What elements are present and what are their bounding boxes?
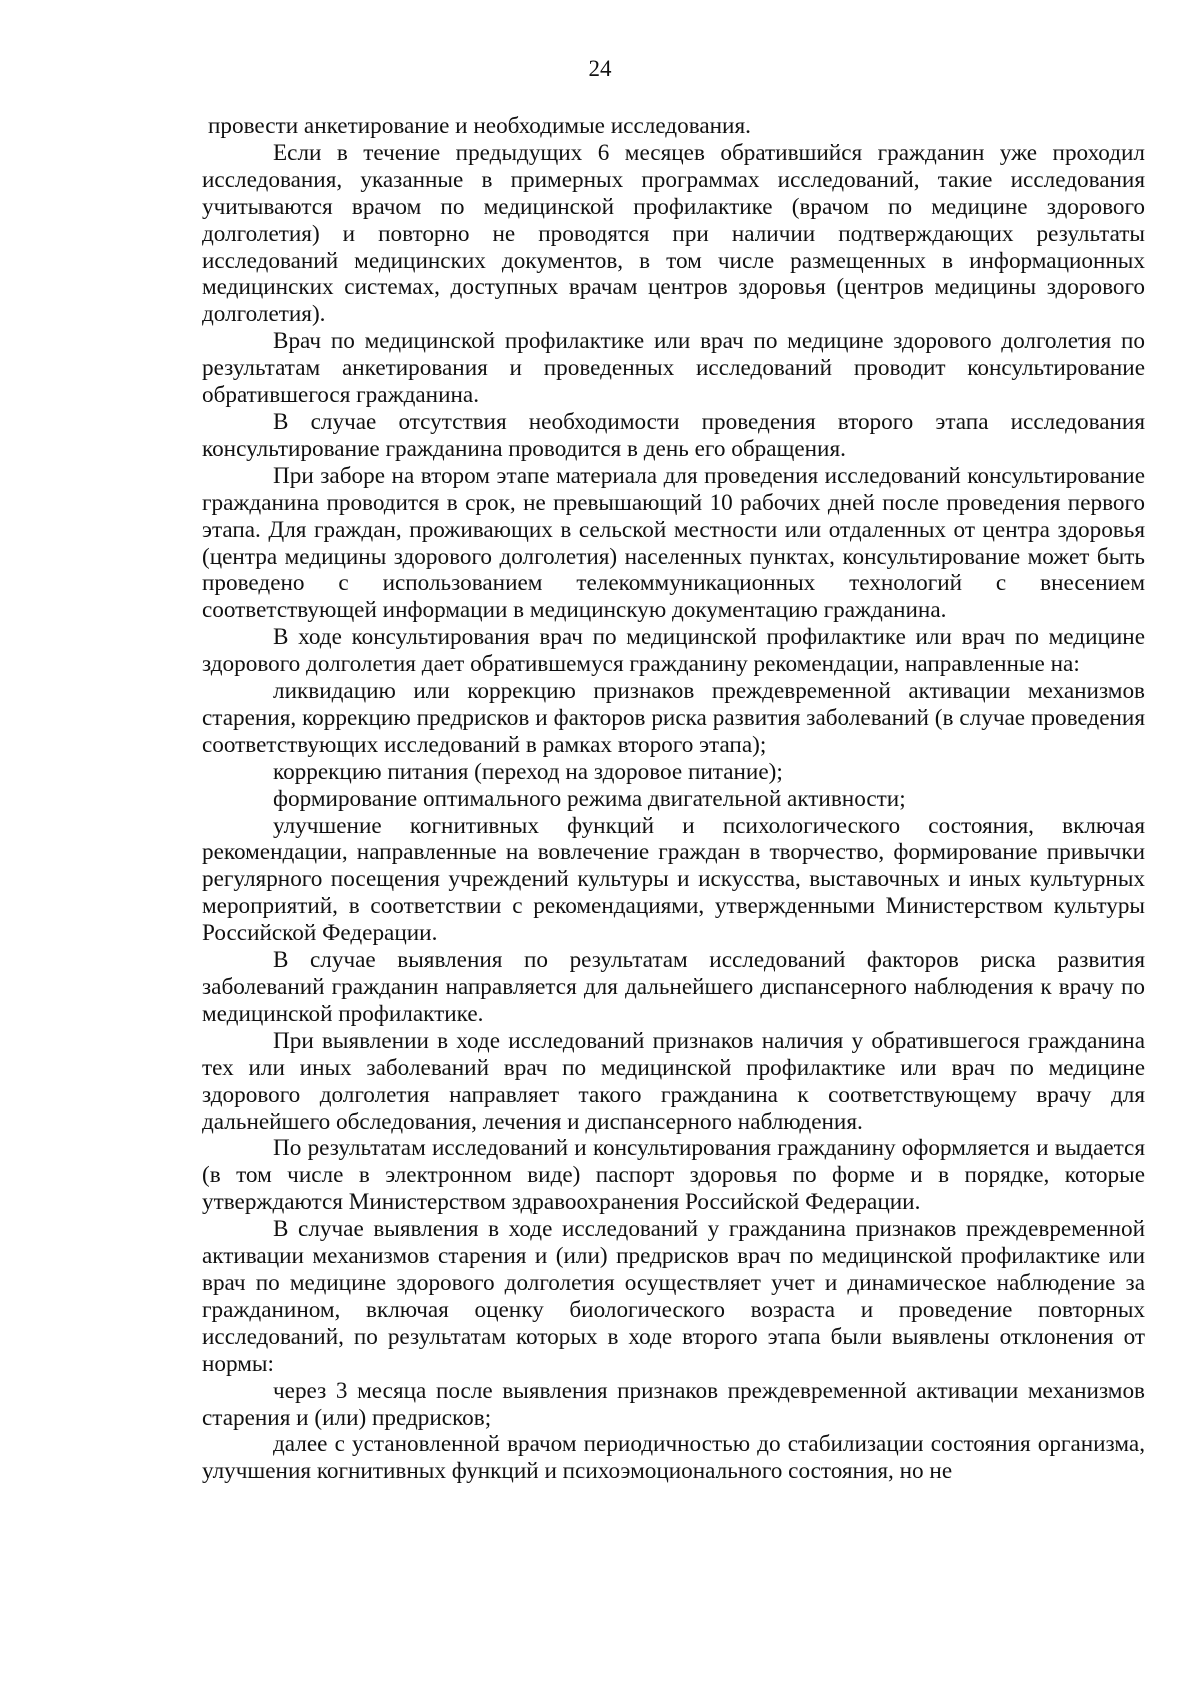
paragraph: провести анкетирование и необходимые исследования. [208,113,751,139]
paragraph: В случае выявления в ходе исследований у гражданина признаков преждевременной активации механизмов старения и (или) предрисков врач по медицинской профилактике или врач по медицине здорового долголетия осуществляет учет и динамическое наблюдение за гражданином, включая оценку биологического возраста и проведение повторных исследований, по результатам которых в ходе второго этапа были выявлены отклонения от нормы: [202,1216,1145,1377]
paragraph: Врач по медицинской профилактике или врач по медицине здорового долголетия по результатам анкетирования и проведенных исследований проводит консультирование обратившегося гражданина. [202,328,1145,409]
paragraph: В ходе консультирования врач по медицинской профилактике или врач по медицине здорового долголетия дает обратившемуся гражданину рекомендации, направленные на: [202,624,1145,678]
paragraph: При выявлении в ходе исследований признаков наличия у обратившегося гражданина тех или иных заболеваний врач по медицинской профилактике или врач по медицине здорового долголетия направляет такого гражданина к соответствующему врачу для дальнейшего обследования, лечения и диспансерного наблюдения. [202,1027,1145,1135]
paragraph: В случае отсутствия необходимости проведения второго этапа исследования консультирование гражданина проводится в день его обращения. [202,408,1145,462]
paragraph: По результатам исследований и консультирования гражданину оформляется и выдается (в том числе в электронном виде) паспорт здоровья по форме и в порядке, которые утверждаются Министерством здравоохранения Российской Федерации. [202,1135,1145,1216]
page-number: 24 [588,56,612,81]
list-item: коррекцию питания (переход на здоровое питание); [273,758,783,785]
paragraph: Если в течение предыдущих 6 месяцев обратившийся гражданин уже проходил исследования, указанные в примерных программах исследований, такие исследования учитываются врачом по медицинской профилактике (врачом по медицине здорового долголетия) и повторно не проводятся при наличии подтверждающих результаты исследований медицинских документов, в том числе размещенных в информационных медицинских системах, доступных врачам центров здоровья (центров медицины здорового долголетия). [202,139,1145,328]
list-item: улучшение когнитивных функций и психологического состояния, включая рекомендации, направленные на вовлечение граждан в творчество, формирование привычки регулярного посещения учреждений культуры и искусства, выставочных и иных культурных мероприятий, в соответствии с рекомендациями, утвержденными Министерством культуры Российской Федерации. [202,812,1145,947]
list-item: через 3 месяца после выявления признаков преждевременной активации механизмов старения и (или) предрисков; [202,1377,1145,1431]
document-body [202,113,1145,1485]
list-item: далее с установленной врачом периодичностью до стабилизации состояния организма, улучшения когнитивных функций и психоэмоционального состояния, но не [202,1431,1145,1485]
list-item: ликвидацию или коррекцию признаков преждевременной активации механизмов старения, коррекцию предрисков и факторов риска развития заболеваний (в случае проведения соответствующих исследований в рамках второго этапа); [202,678,1145,758]
list-item: формирование оптимального режима двигательной активности; [273,785,906,812]
paragraph: При заборе на втором этапе материала для проведения исследований консультирование гражданина проводится в срок, не превышающий 10 рабочих дней после проведения первого этапа. Для граждан, проживающих в сельской местности или отдаленных от центра здоровья (центра медицины здорового долголетия) населенных пунктах, консультирование может быть проведено с использованием телекоммуникационных технологий с внесением соответствующей информации в медицинскую документацию гражданина. [202,462,1145,624]
paragraph: В случае выявления по результатам исследований факторов риска развития заболеваний гражданин направляется для дальнейшего диспансерного наблюдения к врачу по медицинской профилактике. [202,947,1145,1027]
